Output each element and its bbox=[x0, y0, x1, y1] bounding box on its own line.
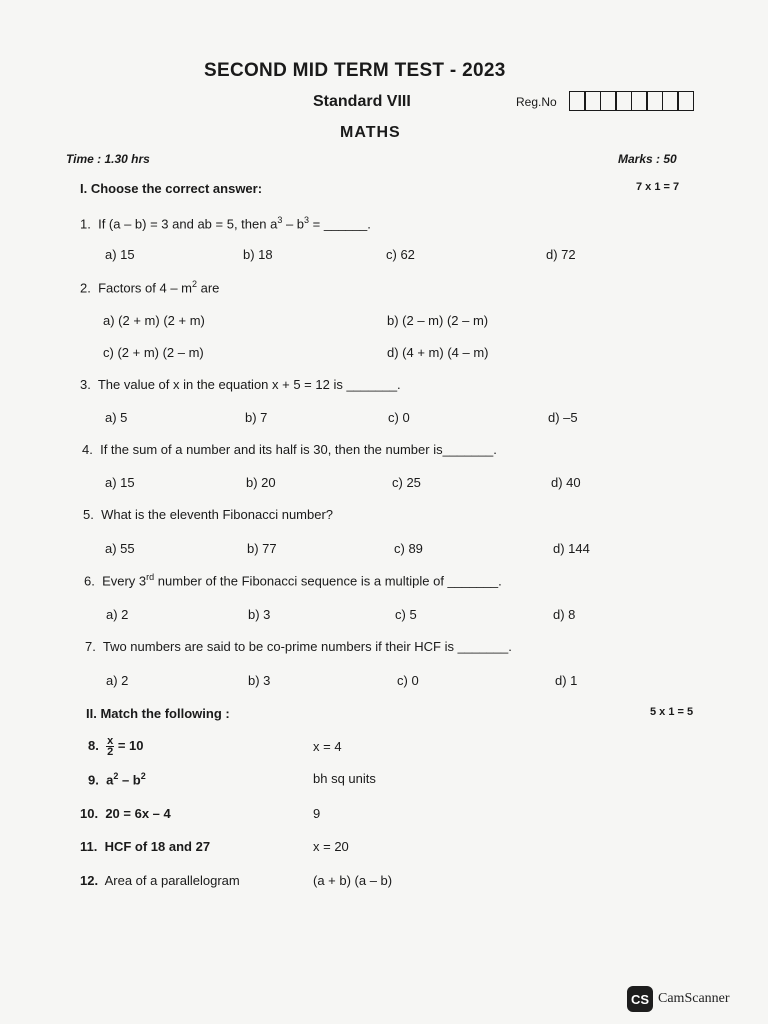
question-number: 8. bbox=[88, 737, 99, 753]
match-left-text: 20 = 6x – 4 bbox=[105, 806, 171, 821]
option-b: b) (2 – m) (2 – m) bbox=[387, 313, 489, 328]
question-number: 6. bbox=[84, 573, 95, 589]
expression-part: a bbox=[106, 772, 114, 788]
option-d: d) 72 bbox=[546, 247, 576, 262]
question-text: What is the eleventh Fibonacci number? bbox=[101, 507, 334, 522]
question-number: 5. bbox=[83, 507, 94, 522]
match-left-text: HCF of 18 and 27 bbox=[104, 839, 211, 854]
option-c: c) 0 bbox=[397, 673, 419, 688]
option-b: b) 18 bbox=[243, 247, 273, 262]
question-7 bbox=[85, 639, 512, 654]
question-1 bbox=[80, 215, 371, 231]
option-b: b) 7 bbox=[245, 410, 268, 425]
reg-box bbox=[677, 91, 694, 111]
question-6 bbox=[84, 572, 502, 588]
superscript: 2 bbox=[113, 771, 119, 781]
equation-rest: = 10 bbox=[114, 737, 144, 753]
time-label: Time : 1.30 hrs bbox=[66, 152, 150, 166]
match-right-4: x = 20 bbox=[313, 839, 349, 854]
option-d: d) 40 bbox=[551, 475, 581, 490]
camscanner-label: CamScanner bbox=[658, 991, 730, 1006]
question-2 bbox=[80, 279, 219, 295]
reg-box bbox=[600, 91, 617, 111]
reg-box bbox=[662, 91, 679, 111]
reg-box bbox=[584, 91, 601, 111]
match-right-1: x = 4 bbox=[313, 739, 342, 754]
question-number: 4. bbox=[82, 442, 93, 457]
reg-no-label: Reg.No bbox=[516, 95, 557, 109]
option-d: d) 8 bbox=[553, 607, 576, 622]
match-item-10 bbox=[80, 806, 171, 821]
match-item-8 bbox=[88, 736, 143, 757]
question-text: The value of x in the equation x + 5 = 12 is _______. bbox=[97, 377, 401, 392]
option-a: a) 2 bbox=[106, 607, 129, 622]
superscript: rd bbox=[146, 572, 155, 582]
superscript: 3 bbox=[277, 215, 283, 225]
option-c: c) 0 bbox=[388, 410, 410, 425]
question-number: 1. bbox=[80, 216, 91, 232]
question-number: 7. bbox=[85, 639, 96, 654]
camscanner-watermark bbox=[627, 986, 730, 1012]
fraction-denominator: 2 bbox=[107, 746, 114, 758]
superscript: 2 bbox=[192, 279, 198, 289]
question-4 bbox=[82, 442, 497, 457]
option-a: a) (2 + m) (2 + m) bbox=[103, 313, 205, 328]
option-a: a) 55 bbox=[105, 541, 135, 556]
option-a: a) 2 bbox=[106, 673, 129, 688]
option-a: a) 15 bbox=[105, 247, 135, 262]
question-5 bbox=[83, 507, 333, 522]
subject-label: MATHS bbox=[340, 124, 401, 141]
option-b: b) 3 bbox=[248, 673, 271, 688]
superscript: 3 bbox=[304, 215, 310, 225]
question-number: 2. bbox=[80, 280, 91, 296]
option-c: c) (2 + m) (2 – m) bbox=[103, 345, 204, 360]
reg-no-boxes bbox=[570, 91, 694, 111]
question-text: Two numbers are said to be co-prime numbers if their HCF is _______. bbox=[102, 639, 512, 654]
question-text-part: Factors of 4 – m bbox=[98, 280, 192, 296]
match-right-5: (a + b) (a – b) bbox=[313, 873, 393, 888]
marks-label: Marks : 50 bbox=[618, 152, 677, 166]
option-b: b) 77 bbox=[247, 541, 277, 556]
question-text-part: are bbox=[197, 280, 220, 296]
camscanner-logo-icon: CS bbox=[627, 986, 653, 1012]
reg-box bbox=[631, 91, 648, 111]
fraction bbox=[106, 736, 114, 757]
section-1-marks: 7 x 1 = 7 bbox=[636, 181, 680, 193]
match-item-9 bbox=[88, 771, 146, 787]
section-2-marks: 5 x 1 = 5 bbox=[650, 706, 694, 718]
section-1-heading: I. Choose the correct answer: bbox=[80, 181, 263, 196]
option-c: c) 25 bbox=[392, 475, 421, 490]
match-left-text: Area of a parallelogram bbox=[104, 873, 240, 888]
question-text-part: = ______. bbox=[309, 216, 371, 232]
standard-label: Standard VIII bbox=[313, 93, 411, 110]
question-number: 11. bbox=[80, 839, 98, 854]
question-number: 10. bbox=[80, 806, 99, 821]
superscript: 2 bbox=[140, 771, 146, 781]
fraction-numerator: x bbox=[107, 735, 114, 747]
option-a: a) 5 bbox=[105, 410, 128, 425]
question-number: 9. bbox=[88, 772, 99, 788]
reg-box bbox=[569, 91, 586, 111]
reg-box bbox=[615, 91, 632, 111]
question-text-part: number of the Fibonacci sequence is a multiple of _______. bbox=[154, 573, 502, 589]
option-d: d) (4 + m) (4 – m) bbox=[387, 345, 489, 360]
option-c: c) 5 bbox=[395, 607, 417, 622]
option-b: b) 3 bbox=[248, 607, 271, 622]
question-text-part: – b bbox=[282, 216, 305, 232]
question-number: 3. bbox=[80, 377, 91, 392]
option-d: d) 1 bbox=[555, 673, 578, 688]
option-d: d) 144 bbox=[553, 541, 590, 556]
option-c: c) 89 bbox=[394, 541, 423, 556]
question-text-part: If (a – b) = 3 and ab = 5, then a bbox=[98, 216, 278, 232]
match-right-2: bh sq units bbox=[313, 771, 376, 786]
question-number: 12. bbox=[80, 873, 99, 888]
expression-part: – b bbox=[118, 772, 141, 788]
match-item-11 bbox=[80, 839, 210, 854]
option-b: b) 20 bbox=[246, 475, 276, 490]
reg-box bbox=[646, 91, 663, 111]
option-a: a) 15 bbox=[105, 475, 135, 490]
page-title: SECOND MID TERM TEST - 2023 bbox=[204, 60, 506, 81]
option-d: d) –5 bbox=[548, 410, 578, 425]
option-c: c) 62 bbox=[386, 247, 415, 262]
question-text: If the sum of a number and its half is 30, then the number is_______. bbox=[100, 442, 497, 457]
question-text-part: Every 3 bbox=[102, 573, 147, 589]
match-item-12 bbox=[80, 873, 240, 888]
question-3 bbox=[80, 377, 401, 392]
match-right-3: 9 bbox=[313, 806, 321, 821]
section-2-heading: II. Match the following : bbox=[86, 706, 230, 721]
